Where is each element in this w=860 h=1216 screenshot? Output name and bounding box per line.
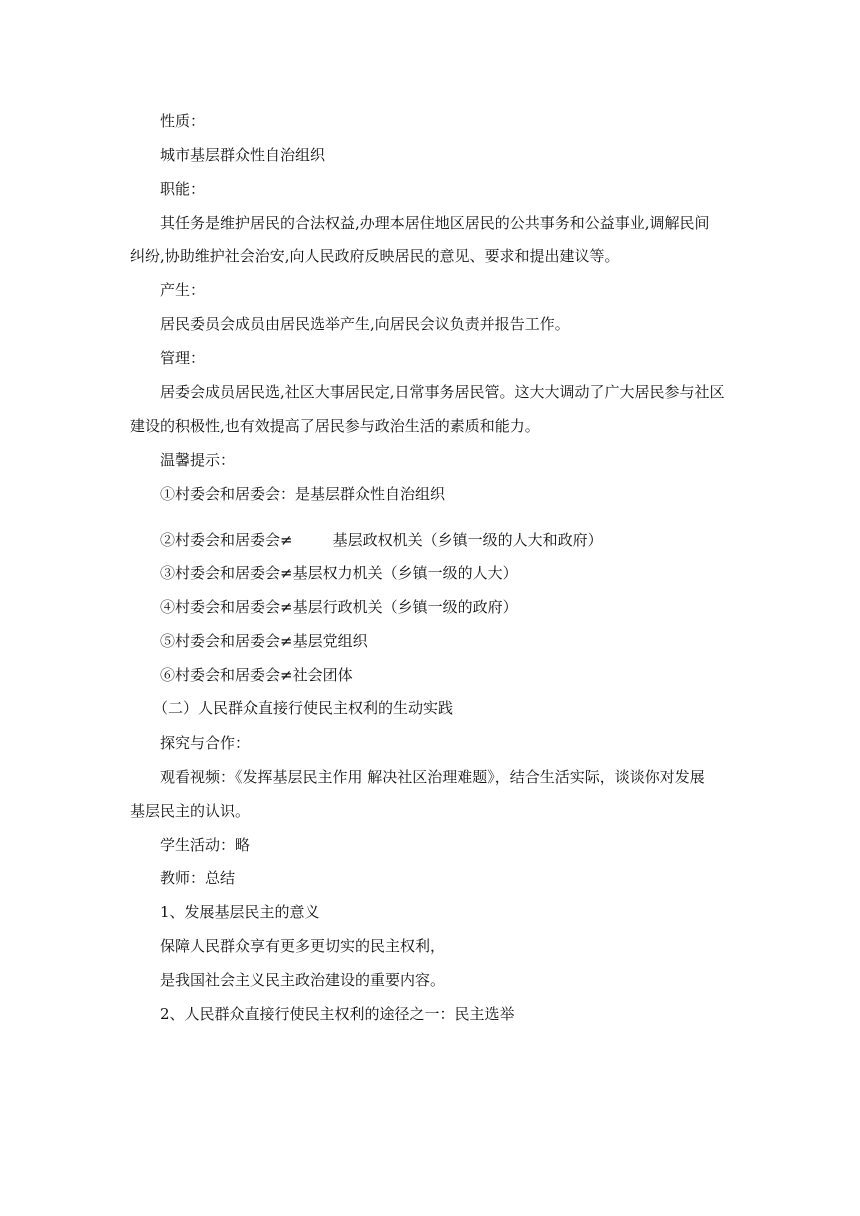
tip-item: ①村委会和居委会：是基层群众性自治组织 — [160, 485, 446, 503]
paragraph-text: 居民委员会成员由居民选举产生,向居民会议负责并报告工作。 — [160, 315, 570, 333]
heading-origin: 产生： — [160, 281, 206, 299]
subheading: 1、发展基层民主的意义 — [160, 903, 320, 921]
paragraph-text: 其任务是维护居民的合法权益,办理本居住地区居民的公共事务和公益事业,调解民间 — [160, 214, 710, 232]
paragraph-text: 纠纷,协助维护社会治安,向人民政府反映居民的意见、要求和提出建议等。 — [130, 247, 620, 265]
tip-item — [0, 530, 860, 550]
tip-item: ⑤村委会和居委会≠基层党组织 — [160, 632, 368, 650]
paragraph-text: 教师：总结 — [160, 869, 236, 887]
heading-function: 职能： — [160, 180, 206, 198]
paragraph-text: 居委会成员居民选,社区大事居民定,日常事务居民管。这大大调动了广大居民参与社区 — [160, 383, 725, 401]
tip-item: ④村委会和居委会≠基层行政机关（乡镇一级的政府） — [160, 598, 518, 616]
heading-management: 管理： — [160, 349, 206, 367]
heading-tip: 温馨提示： — [160, 451, 236, 469]
paragraph-text: 基层民主的认识。 — [130, 802, 251, 820]
paragraph-text: 城市基层群众性自治组织 — [160, 146, 326, 164]
heading-nature: 性质： — [160, 112, 206, 130]
tip-item: ③村委会和居委会≠基层权力机关（乡镇一级的人大） — [160, 564, 518, 582]
paragraph-text: 建设的积极性,也有效提高了居民参与政治生活的素质和能力。 — [130, 417, 540, 435]
tip-item-suffix: 基层政权机关（乡镇一级的人大和政府） — [332, 531, 603, 549]
paragraph-text: 是我国社会主义民主政治建设的重要内容。 — [160, 971, 446, 989]
heading-explore: 探究与合作： — [160, 734, 251, 752]
subheading: 2、人民群众直接行使民主权利的途径之一：民主选举 — [160, 1005, 515, 1023]
tip-item: ⑥村委会和居委会≠社会团体 — [160, 666, 353, 684]
section-heading: （二）人民群众直接行使民主权利的生动实践 — [153, 699, 454, 717]
paragraph-text: 保障人民群众享有更多更切实的民主权利， — [160, 937, 446, 955]
paragraph-text: 学生活动：略 — [160, 836, 251, 854]
tip-item-prefix: ②村委会和居委会≠ — [160, 531, 293, 549]
paragraph-text: 观看视频：《发挥基层民主作用 解决社区治理难题》，结合生活实际，谈谈你对发展 — [160, 768, 705, 786]
